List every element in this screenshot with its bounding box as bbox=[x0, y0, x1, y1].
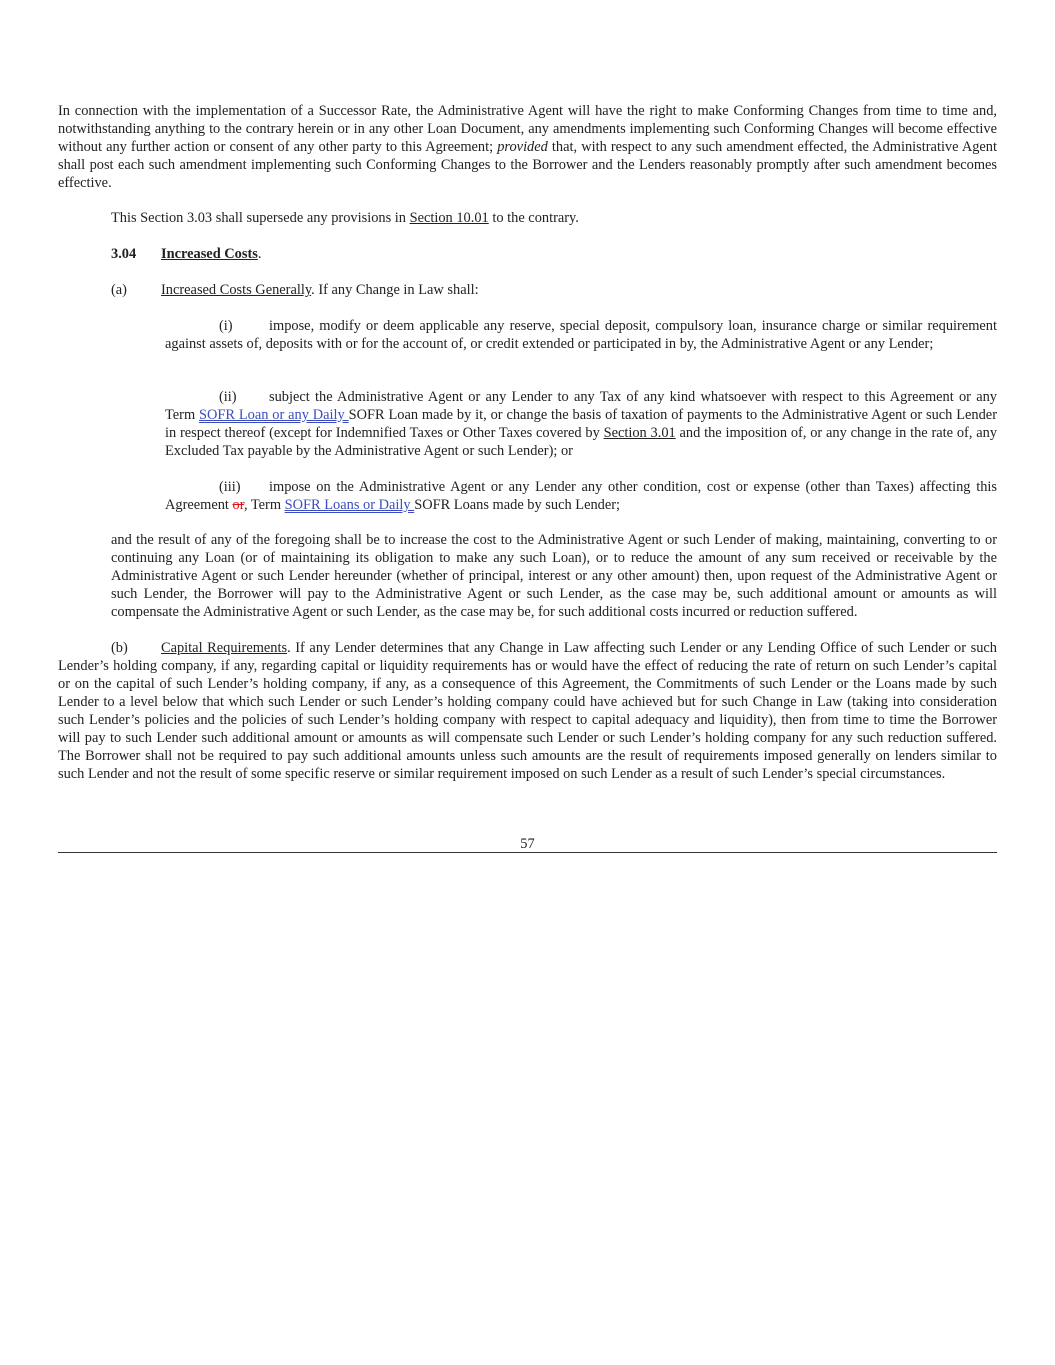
item-iii: (iii) impose on the Administrative Agent or any Lender any other condition, cost or expense (other than Taxes) affecting this Agreement or, Term SOFR Loans or Daily SOFR Loans made by such Lender; bbox=[165, 479, 997, 513]
item-iii-label: (iii) bbox=[219, 479, 241, 495]
section-10-01-ref: Section 10.01 bbox=[409, 210, 489, 226]
supersede-paragraph: This Section 3.03 shall supersede any provisions in Section 10.01 to the contrary. bbox=[111, 210, 579, 226]
item-ii-label: (ii) bbox=[219, 389, 237, 405]
result-paragraph: and the result of any of the foregoing shall be to increase the cost to the Administrative Agent or such Lender of making, maintaining, converting to or continuing any Loan (or of maintaining its obligation to make any such Loan), or to reduce the amount of any sum received or receivable by the Administrative Agent or such Lender hereunder (whether of principal, interest or any other amount) then, upon request of the Administrative Agent or such Lender, the Borrower will pay to the Administrative Agent or such Lender, as the case may be, such additional amount or amounts as will compensate the Administrative Agent or such Lender, as the case may be, for such additional costs incurred or reduction suffered. bbox=[111, 532, 997, 620]
item-b: (b) Capital Requirements. If any Lender determines that any Change in Law affecting such Lender or any Lending Office of such Lender or such Lender’s holding company, if any, regarding capital or liquidity requirements has or would have the effect of reducing the rate of return on such Lender’s capital or on the capital of such Lender’s holding company, if any, as a consequence of this Agreement, the Commitments of such Lender or the Loans made by such Lender to a level below that which such Lender or such Lender’s holding company could have achieved but for such Change in Law (taking into consideration such Lender’s policies and the policies of such Lender’s holding company with respect to capital adequacy and liquidity), then from time to time the Borrower will pay to such Lender such additional amount or amounts as will compensate such Lender or such Lender’s holding company for any such reduction suffered. The Borrower shall not be required to pay such additional amounts unless such amounts are the result of requirements imposed generally on lenders similar to such Lender and not the result of some specific reserve or similar requirement imposed on such Lender as a result of such Lender’s special circumstances. bbox=[58, 640, 997, 782]
item-ii: (ii) subject the Administrative Agent or any Lender to any Tax of any kind whatsoever with respect to this Agreement or any Term SOFR Loan or any Daily SOFR Loan made by it, or change the basis of taxation of payments to the Administrative Agent or such Lender in respect thereof (except for Indemnified Taxes or Other Taxes covered by Section 3.01 and the imposition of, or any change in the rate of, any Excluded Tax payable by the Administrative Agent or such Lender); or bbox=[165, 389, 998, 459]
section-number: 3.04 bbox=[111, 246, 137, 262]
inserted-text: SOFR Loan or any Daily bbox=[199, 407, 349, 423]
inserted-text: SOFR Loans or Daily bbox=[284, 497, 415, 513]
item-a-label: (a) bbox=[111, 282, 127, 298]
item-b-title: Capital Requirements bbox=[161, 640, 288, 656]
item-b-label: (b) bbox=[111, 640, 128, 656]
provided-italic: provided bbox=[497, 139, 548, 155]
footer-rule bbox=[58, 852, 997, 853]
section-heading: 3.04 Increased Costs. bbox=[111, 246, 262, 262]
section-title: Increased Costs bbox=[161, 246, 258, 262]
item-i: (i) impose, modify or deem applicable any reserve, special deposit, compulsory loan, insurance charge or similar requirement against assets of, deposits with or for the account of, or credit extended or participated in by, the Administrative Agent or any Lender; bbox=[165, 318, 997, 352]
successor-rate-paragraph: In connection with the implementation of a Successor Rate, the Administrative Agent will have the right to make Conforming Changes from time to time and, notwithstanding anything to the contrary herein or in any other Loan Document, any amendments implementing such Conforming Changes will become effective without any further action or consent of any other party to this Agreement; provided that, with respect to any such amendment effected, the Administrative Agent shall post each such amendment implementing such Conforming Changes to the Borrower and the Lenders reasonably promptly after such amendment becomes effective. bbox=[58, 103, 997, 191]
item-a-title: Increased Costs Generally bbox=[161, 282, 312, 298]
page-number: 57 bbox=[520, 836, 535, 852]
section-3-01-ref: Section 3.01 bbox=[603, 425, 676, 441]
deleted-text: or bbox=[232, 497, 244, 513]
item-i-label: (i) bbox=[219, 318, 233, 334]
item-a: (a) Increased Costs Generally. If any Change in Law shall: bbox=[111, 282, 479, 298]
